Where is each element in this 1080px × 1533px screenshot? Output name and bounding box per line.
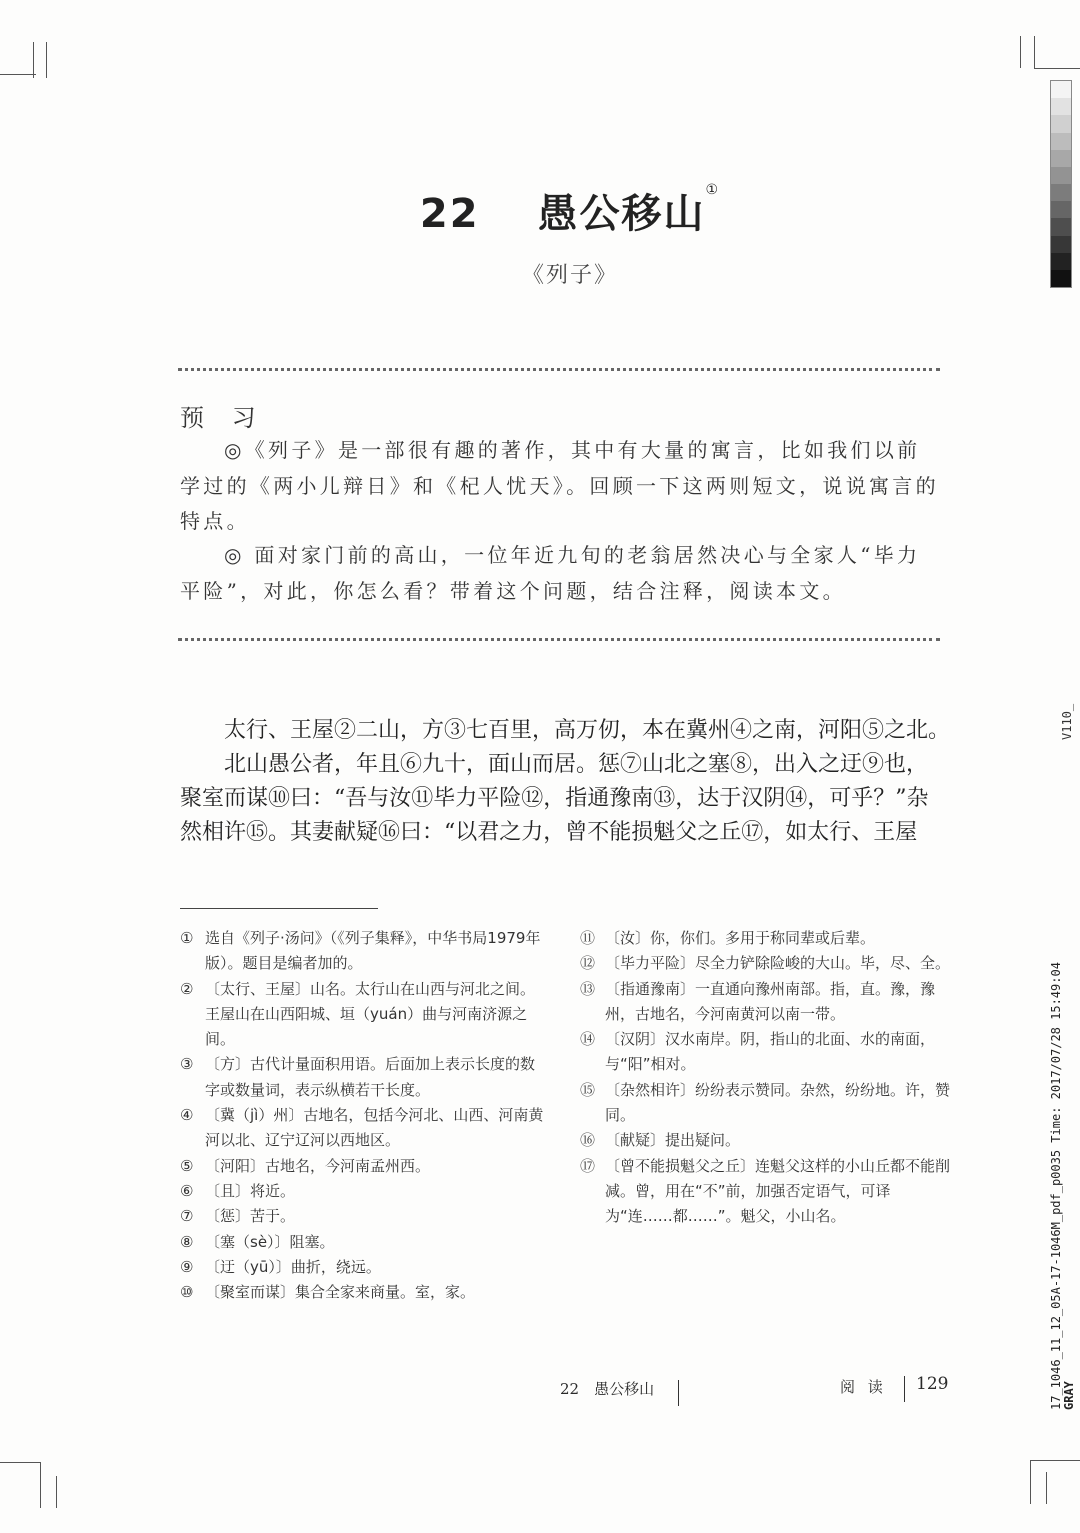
footnote (580, 951, 950, 976)
footnote-text: 〔太行、王屋〕山名。太行山在山西与河北之间。王屋山在山西阳城、垣（yuán）曲与河南济源之间。 (205, 979, 536, 1049)
footnote (180, 1230, 546, 1255)
footnote-rule (180, 908, 378, 909)
footnote (180, 1179, 546, 1204)
footnote-number: ⑩ (180, 1283, 194, 1302)
lesson-title (0, 182, 1080, 239)
footnote-text: 〔指通豫南〕一直通向豫州南部。指，直。豫，豫州，古地名，今河南黄河以南一带。 (605, 979, 936, 1023)
footer-section: 阅 读 (840, 1378, 887, 1396)
footnote-number: ④ (180, 1106, 194, 1125)
print-info (1050, 962, 1076, 1410)
footnote-text: 〔迂（yū）〕曲折，绕远。 (205, 1257, 381, 1276)
footnote-number: ⑤ (180, 1156, 194, 1175)
footnote-text: 〔且〕将近。 (205, 1181, 296, 1200)
footnote-text: 〔河阳〕古地名，今河南孟州西。 (205, 1156, 431, 1175)
crop-mark (40, 1462, 41, 1508)
footnote-number: ⑰ (580, 1156, 596, 1175)
footnote-text: 〔汝〕你，你们。多用于称同辈或后辈。 (605, 929, 876, 947)
text-line: 聚室而谋⑩曰：“吾与汝⑪毕力平险⑫，指通豫南⑬，达于汉阴⑭，可乎？”杂 (180, 786, 929, 811)
footnote (180, 926, 546, 977)
footnotes-right (580, 926, 950, 1230)
footnote (580, 1128, 950, 1153)
footnote-text: 〔汉阴〕汉水南岸。阴，指山的北面、水的南面，与“阳”相对。 (605, 1030, 936, 1074)
print-info-text: 17_1046_11_12_05A-17-1046M_pdf_p0035 Time: 2017/07/28 15:49:04 (1049, 962, 1063, 1410)
footnote (580, 926, 950, 951)
footnote-number: ⑫ (580, 954, 596, 973)
text-line: 太行、王屋②二山，方③七百里，高万仞，本在冀州④之南，河阳⑤之北。 (180, 718, 951, 743)
crop-mark (1020, 36, 1021, 68)
crop-mark (33, 42, 34, 78)
footnote-text: 〔聚室而谋〕集合全家来商量。室，家。 (205, 1283, 476, 1302)
crop-mark (1034, 36, 1035, 68)
page-number: 129 (916, 1374, 949, 1394)
footnote-ref: ① (705, 182, 721, 198)
crop-mark (1034, 68, 1080, 69)
footnote-number: ⑨ (180, 1257, 194, 1276)
footnote-text: 〔方〕古代计量面积用语。后面加上表示长度的数字或数量词，表示纵横若干长度。 (205, 1055, 536, 1099)
footnote-number: ⑥ (180, 1181, 194, 1200)
dotted-divider (178, 368, 940, 371)
footnote-number: ① (180, 929, 194, 947)
main-text (180, 714, 950, 850)
footnote-number: ⑬ (580, 979, 596, 998)
footnote-text: 〔惩〕苦于。 (205, 1207, 296, 1226)
footer-divider (904, 1376, 905, 1402)
crop-mark (46, 42, 47, 78)
footnote-number: ⑭ (580, 1030, 596, 1049)
dotted-divider (178, 638, 940, 641)
footnote (580, 1078, 950, 1129)
crop-mark (1030, 1460, 1031, 1504)
footnote-number: ③ (180, 1055, 194, 1074)
footnote (180, 1103, 546, 1154)
footnote (180, 1154, 546, 1179)
footnote (580, 1154, 950, 1230)
preview-paragraph: ◎《列子》是一部很有趣的著作，其中有大量的寓言，比如我们以前学过的《两小儿辩日》和《杞人忧天》。回顾一下这两则短文，说说寓言的特点。 (180, 438, 939, 533)
footnote-text: 〔塞（sè）〕阻塞。 (205, 1232, 335, 1251)
lesson-number: 22 (419, 191, 480, 237)
source-subtitle: 《列子》 (521, 263, 618, 288)
footnote (580, 1027, 950, 1078)
footnote-number: ② (180, 979, 194, 998)
footnote (180, 1204, 546, 1229)
footnote-text: 〔毕力平险〕尽全力铲除险峻的大山。毕，尽、全。 (605, 954, 951, 973)
text-line: 然相许⑮。其妻献疑⑯曰：“以君之力，曾不能损魁父之丘⑰，如太行、王屋 (180, 820, 918, 845)
gray-label: GRAY (1062, 1381, 1076, 1410)
footnote (580, 977, 950, 1028)
footnote-text: 〔杂然相许〕纷纷表示赞同。杂然，纷纷地。许，赞同。 (605, 1080, 951, 1125)
footnote-text: 〔曾不能损魁父之丘〕连魁父这样的小山丘都不能削减。曾，用在“不”前，加强否定语气，可译为“连……都……”。魁父，小山名。 (605, 1156, 951, 1226)
preview-paragraph: ◎ 面对家门前的高山，一位年近九旬的老翁居然决心与全家人“毕力平险”，对此，你怎么看？带着这个问题，结合注释，阅读本文。 (180, 543, 921, 603)
crop-mark (0, 1462, 40, 1463)
footnote (180, 1280, 546, 1305)
footnote-number: ⑪ (580, 929, 596, 947)
footnote (180, 977, 546, 1053)
text-line: 北山愚公者，年且⑥九十，面山而居。惩⑦山北之塞⑧，出入之迂⑨也， (180, 752, 929, 777)
footnote-text: 选自《列子·汤问》（《列子集释》，中华书局1979年版）。题目是编者加的。 (205, 929, 541, 973)
footnote (180, 1255, 546, 1280)
lesson-title-text: 愚公移山 (537, 191, 706, 237)
footnote-number: ⑯ (580, 1131, 596, 1150)
crop-mark (56, 1476, 57, 1508)
side-code: V110_ (1060, 703, 1074, 740)
footnote-number: ⑧ (180, 1232, 194, 1251)
footnote (180, 1052, 546, 1103)
crop-mark (1030, 1460, 1080, 1461)
footnote-number: ⑮ (580, 1080, 596, 1099)
footnote-text: 〔献疑〕提出疑问。 (605, 1131, 741, 1150)
preview-heading: 预 习 (180, 404, 266, 432)
footnote-text: 〔冀（jì）州〕古地名，包括今河北、山西、河南黄河以北、辽宁辽河以西地区。 (205, 1106, 544, 1150)
footer-lesson: 22 愚公移山 (560, 1380, 655, 1398)
footnotes-left (180, 926, 546, 1305)
footnote-number: ⑦ (180, 1207, 194, 1226)
crop-mark (1046, 1472, 1047, 1504)
footer-divider (678, 1380, 679, 1406)
crop-mark (0, 74, 36, 75)
